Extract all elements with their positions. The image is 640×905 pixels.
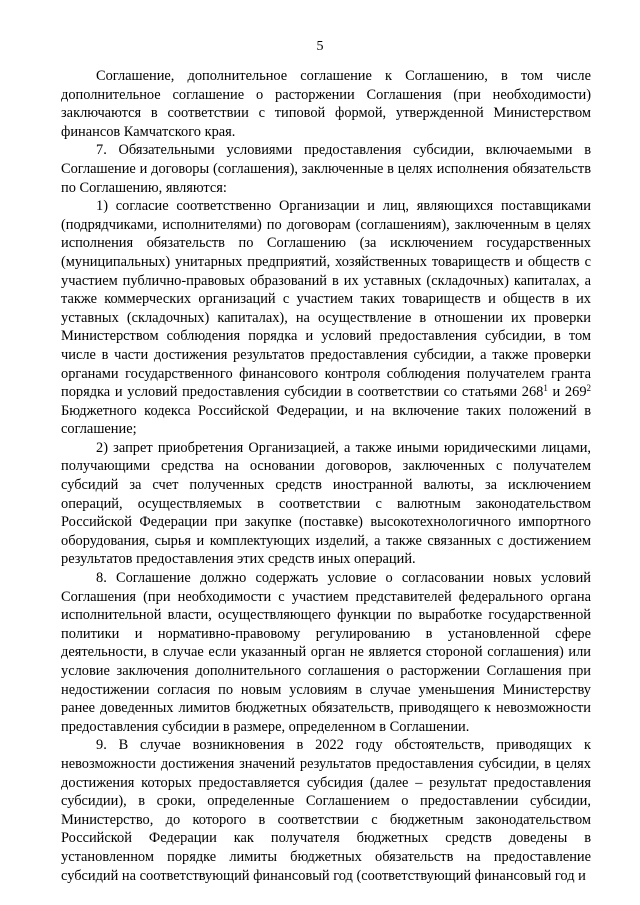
paragraph-7-1-consent: [61, 197, 591, 439]
page-number: 5: [316, 39, 324, 54]
paragraph-7-1-text-end: Бюджетного кодекса Российской Федерации, и на включение таких положений в соглашение;: [61, 402, 591, 438]
paragraph-8-new-conditions: 8. Соглашение должно содержать условие о согласовании новых условий Соглашения (при необходимости с участием представителей федерального органа исполнительной власти, осуществляющего функции по выработке государственной политики и нормативно-правовому регулированию в установленной сфере деятельности, в случае если указанный орган не является стороной соглашения) или условие заключения дополнительного соглашения о расторжении Соглашения при недостижении согласия по новым условиям в случае уменьшения Министерству ранее доведенных лимитов бюджетных обязательств, приводящего к невозможности предоставления субсидии в размере, определенном в Соглашении.: [61, 570, 591, 735]
paragraph-7-1-text-start: 1) согласие соответственно Организации и лиц, являющихся поставщиками (подрядчиками, исполнителями) по договорам (соглашениям), заключенным в целях исполнения обязательств по Соглашению (за исключением государственных (муниципальных) унитарных предприятий, хозяйственных товариществ и обществ с участием публично-правовых образований в их уставных (складочных) капиталах, а также коммерческих организаций с участием таких товариществ и обществ в их уставных (складочных) капиталах), на осуществление в отношении их проверки Министерством соблюдения порядка и условий предоставления субсидии, в том числе в части достижения результатов предоставления субсидии, а также проверки органами государственного финансового контроля соблюдения получателем гранта порядка и условий предоставления субсидии в соответствии со статьями 268: [61, 198, 591, 401]
document-body: [61, 67, 591, 885]
paragraph-agreement-forms: Соглашение, дополнительное соглашение к Соглашению, в том числе дополнительное соглашение о расторжении Соглашения (при необходимости) заключаются в соответствии с типовой формой, утвержденной Министерством финансов Камчатского края.: [61, 68, 591, 140]
paragraph-7-2-currency-prohibition: 2) запрет приобретения Организацией, а также иными юридическими лицами, получающими средства на основании договоров, заключенных с получателем субсидий за счет полученных средств иностранной валюты, за исключением операций, осуществляемых в соответствии с валютным законодательством Российской Федерации при закупке (поставке) высокотехнологичного импортного оборудования, сырья и комплектующих изделий, а также связанных с достижением результатов предоставления этих средств иных операций.: [61, 439, 591, 568]
article-268-superscript: 1: [543, 383, 548, 394]
paragraph-7-1-text-middle: и 269: [547, 384, 587, 401]
paragraph-9-circumstances: 9. В случае возникновения в 2022 году обстоятельств, приводящих к невозможности достижения значений результатов предоставления субсидии, в целях достижения которых предоставляется субсидия (далее – результат предоставления субсидии), в сроки, определенные Соглашением о предоставлении субсидии, Министерство, до которого в соответствии с бюджетным законодательством Российской Федерации как получателя бюджетных средств доведены в установленном порядке лимиты бюджетных обязательств на предоставление субсидий на соответствующий финансовый год (соответствующий финансовый год и: [61, 737, 591, 884]
article-269-superscript: 2: [586, 383, 592, 394]
paragraph-7-mandatory-conditions: 7. Обязательными условиями предоставления субсидии, включаемыми в Соглашение и договоры (соглашения), заключенные в целях исполнения обязательств по Соглашению, являются:: [61, 142, 591, 196]
